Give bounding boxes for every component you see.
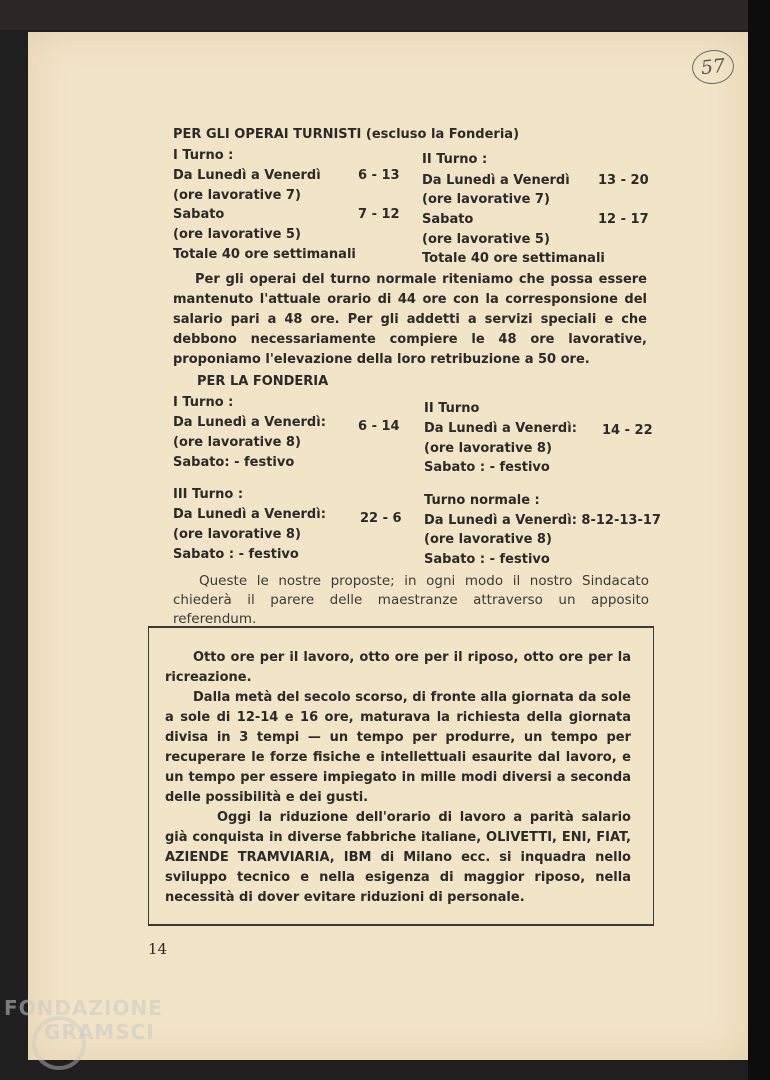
s2-t1-note: (ore lavorative 8)	[173, 435, 301, 450]
s2-t4-sat: Sabato : - festivo	[424, 552, 550, 567]
watermark-line2: GRAMSCI	[44, 1020, 155, 1044]
s2-t3-title: III Turno :	[173, 487, 244, 502]
s2-t1-weekday-label: Da Lunedì a Venerdì:	[173, 415, 326, 430]
s1-col2-sat-note: (ore lavorative 5)	[422, 232, 550, 247]
s2-t3-note: (ore lavorative 8)	[173, 527, 301, 542]
box-paragraph-2: Dalla metà del secolo scorso, di fronte alla giornata da sole a sole di 12-14 e 16 ore, maturava la richiesta della giornata divisa in 3 tempi — un tempo per produrre, un tempo per recuperare le forze fisiche e intellettuali esaurite dal lavoro, e un tempo per essere impiegato in mille modi diversi a seconda delle possibilità e dei gusti.	[165, 690, 631, 805]
s1-col2-weekday-note: (ore lavorative 7)	[422, 192, 550, 207]
section2-heading: PER LA FONDERIA	[197, 374, 329, 389]
s1-col1-sat-hours: 7 - 12	[358, 207, 400, 222]
s1-col1-total: Totale 40 ore settimanali	[173, 247, 356, 262]
printed-page-number: 14	[148, 940, 168, 958]
s2-t1-weekday-hours: 6 - 14	[358, 419, 400, 434]
s2-t2-note: (ore lavorative 8)	[424, 441, 552, 456]
top-bar	[0, 0, 770, 30]
s1-col1-weekday-note: (ore lavorative 7)	[173, 188, 301, 203]
s2-t2-sat: Sabato : - festivo	[424, 460, 550, 475]
s2-t2-title: II Turno	[424, 401, 480, 416]
watermark-line1: FONDAZIONE	[4, 996, 163, 1020]
section1-paragraph	[173, 270, 647, 370]
box-paragraph-1: Otto ore per il lavoro, otto ore per il riposo, otto ore per la ricreazione.	[165, 650, 631, 685]
s1-col1-title: I Turno :	[173, 148, 234, 163]
quote-box	[148, 626, 654, 926]
s1-col2-sat-label: Sabato	[422, 212, 474, 227]
box-paragraph-3: Oggi la riduzione dell'orario di lavoro a parità salario già conquista in diverse fabbriche italiane, OLIVETTI, ENI, FIAT, AZIENDE TRAMVIARIA, IBM di Milano ecc. si inquadra nello sviluppo tecnico e nella esigenza di maggior riposo, nella necessità di dover evitare riduzioni di personale.	[165, 810, 631, 905]
section1-heading: PER GLI OPERAI TURNISTI (escluso la Fonderia)	[173, 127, 520, 142]
section1-paragraph-text: Per gli operai del turno normale riteniamo che possa essere mantenuto l'attuale orario di 44 ore con la corresponsione del salario pari a 48 ore. Per gli addetti a servizi speciali e che debbono necessariamente compiere le 48 ore lavorative, proponiamo l'elevazione della loro retribuzione a 50 ore.	[173, 272, 647, 367]
section2-closing-text: Queste le nostre proposte; in ogni modo il nostro Sindacato chiederà il parere delle maestranze attraverso un apposito referendum.	[173, 573, 649, 627]
s1-col2-weekday-hours: 13 - 20	[598, 173, 649, 188]
s2-t4-note: (ore lavorative 8)	[424, 532, 552, 547]
s2-t2-weekday-hours: 14 - 22	[602, 423, 653, 438]
s2-t1-sat: Sabato: - festivo	[173, 455, 295, 470]
s2-t4-weekday-label: Da Lunedì a Venerdì: 8-12-13-17	[424, 513, 661, 528]
s1-col2-title: II Turno :	[422, 152, 488, 167]
s2-t3-weekday-hours: 22 - 6	[360, 511, 402, 526]
right-edge	[748, 0, 770, 1080]
section2-closing	[173, 572, 649, 629]
s1-col1-sat-label: Sabato	[173, 207, 225, 222]
s2-t4-title: Turno normale :	[424, 493, 540, 508]
watermark	[4, 996, 163, 1044]
archive-page-mark: 57	[690, 48, 735, 86]
s2-t1-title: I Turno :	[173, 395, 234, 410]
quote-box-text	[165, 648, 631, 908]
s1-col1-sat-note: (ore lavorative 5)	[173, 227, 301, 242]
s1-col2-sat-hours: 12 - 17	[598, 212, 649, 227]
s2-t2-weekday-label: Da Lunedì a Venerdì:	[424, 421, 577, 436]
s1-col1-weekday-hours: 6 - 13	[358, 168, 400, 183]
s1-col1-weekday-label: Da Lunedì a Venerdì	[173, 168, 321, 183]
s2-t3-sat: Sabato : - festivo	[173, 547, 299, 562]
s1-col2-weekday-label: Da Lunedì a Venerdì	[422, 173, 570, 188]
s1-col2-total: Totale 40 ore settimanali	[422, 251, 605, 266]
s2-t3-weekday-label: Da Lunedì a Venerdì:	[173, 507, 326, 522]
